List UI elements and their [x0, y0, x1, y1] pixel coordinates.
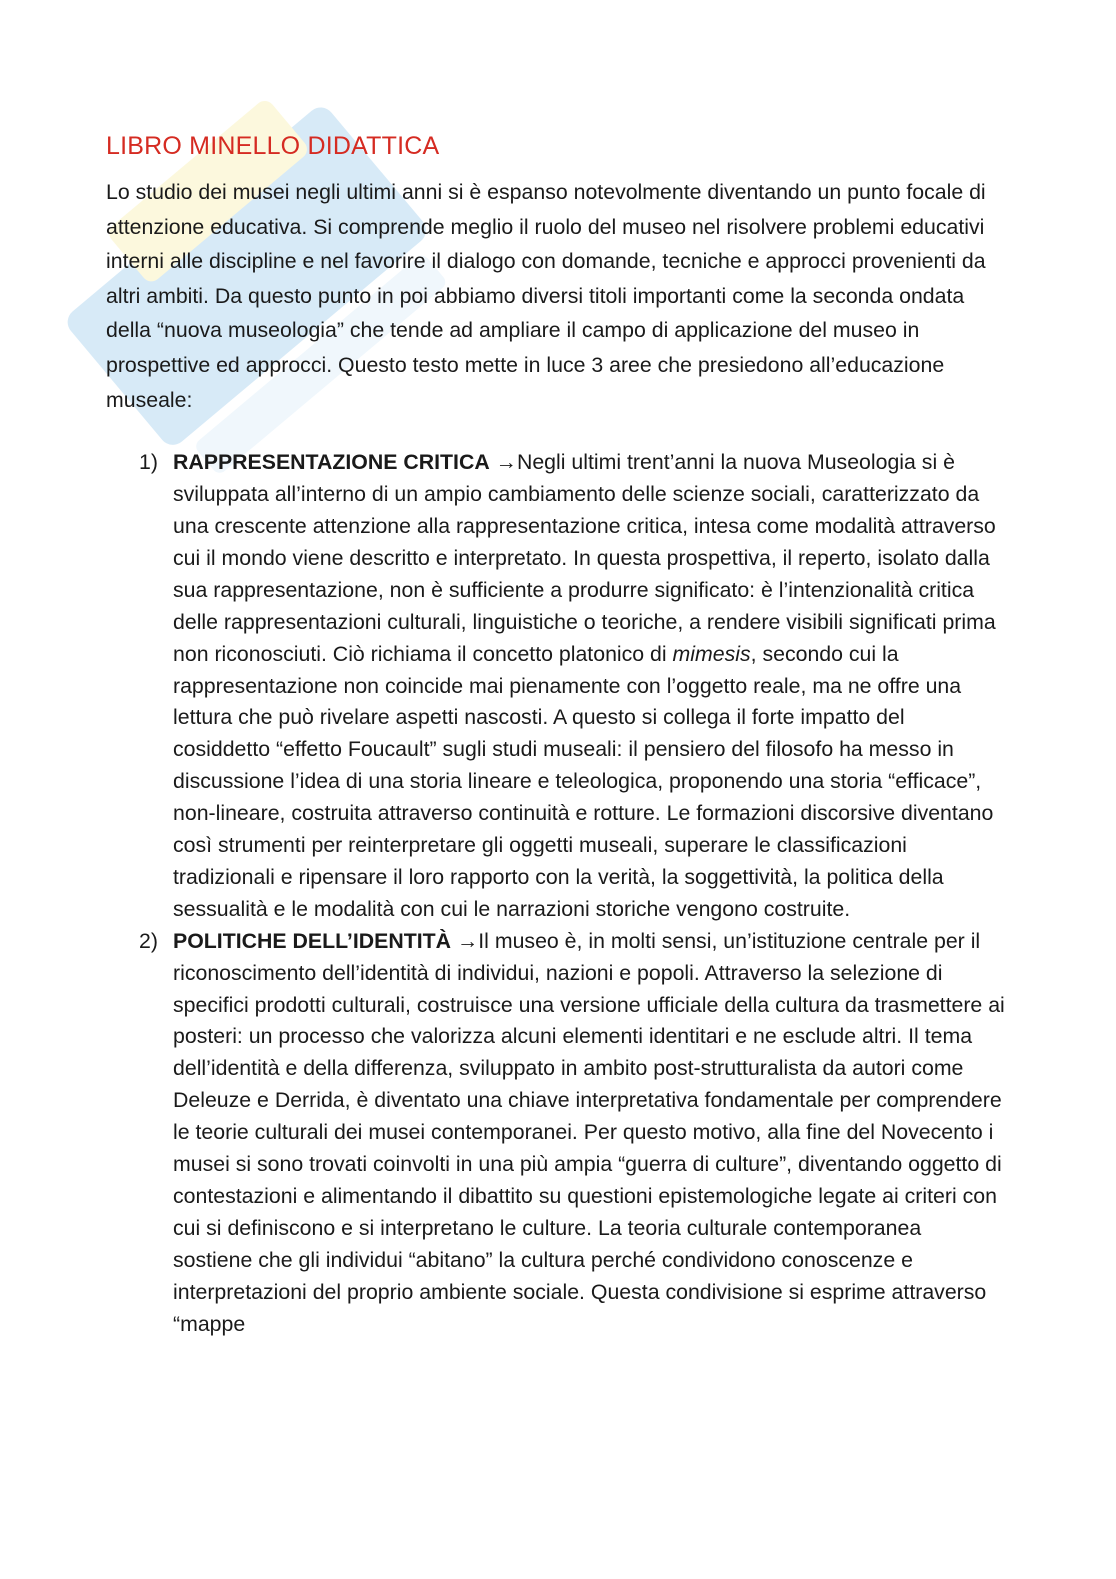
list-item-heading: POLITICHE DELL’IDENTITÀ — [173, 928, 452, 953]
list-item-number: 1) — [139, 450, 158, 475]
arrow-icon: → — [495, 450, 517, 475]
document-page — [106, 132, 1006, 1341]
list-item-text: Il museo è, in molti sensi, un’istituzione centrale per il riconoscimento dell’identità di individui, nazioni e popoli. Attraverso la selezione di specifici prodotti culturali, costruisce una versione ufficiale della cultura da trasmettere ai posteri: un processo che valorizza alcuni elementi identitari e ne esclude altri. Il tema dell’identità e della differenza, sviluppato in ambito post-strutturalista da autori come Deleuze e Derrida, è diventato una chiave interpretativa fondamentale per comprendere le teorie culturali dei musei contemporanei. Per questo motivo, alla fine del Novecento i musei si sono trovati coinvolti in una più ampia “guerra di culture”, diventando oggetto di contestazioni e alimentando il dibattito su questioni epistemologiche legate ai criteri con cui si definiscono e si interpretano le culture. La teoria culturale contemporanea sostiene che gli individui “abitano” la cultura perché condividono conoscenze e interpretazioni del proprio ambiente sociale. Questa condivisione si esprime attraverso “mappe — [173, 928, 1005, 1336]
arrow-icon: → — [456, 928, 479, 953]
numbered-list — [106, 447, 1006, 1340]
list-item-heading: RAPPRESENTAZIONE CRITICA — [173, 450, 490, 475]
list-item — [106, 926, 1006, 1341]
list-item-text-continued: , secondo cui la rappresentazione non coincide mai pienamente con l’oggetto reale, ma ne offre una lettura che può rivelare aspetti nascosti. A questo si collega il forte impatto del cosiddetto “effetto Foucault” sugli studi museali: il pensiero del filosofo ha messo in discussione l’idea di una storia lineare e teleologica, proponendo una storia “efficace”, non-lineare, costruita attraverso continuità e rotture. Le formazioni discorsive diventano così strumenti per reinterpretare gli oggetti museali, superare le classificazioni tradizionali e ripensare il loro rapporto con la verità, la soggettività, la politica della sessualità e le modalità con cui le narrazioni storiche vengono costruite. — [173, 641, 994, 921]
list-item-number: 2) — [139, 928, 158, 953]
list-item-text: Negli ultimi trent’anni la nuova Museologia si è sviluppata all’interno di un ampio cambiamento delle scienze sociali, caratterizzato da una crescente attenzione alla rappresentazione critica, intesa come modalità attraverso cui il mondo viene descritto e interpretato. In questa prospettiva, il reperto, isolato dalla sua rappresentazione, non è sufficiente a produrre significato: è l’intenzionalità critica delle rappresentazioni culturali, linguistiche o teoriche, a rendere visibili significati prima non riconosciuti. Ciò richiama il concetto platonico di — [173, 450, 996, 666]
emphasis-term: mimesis — [672, 641, 751, 666]
intro-paragraph: Lo studio dei musei negli ultimi anni si è espanso notevolmente diventando un punto focale di attenzione educativa. Si comprende meglio il ruolo del museo nel risolvere problemi educativi interni alle discipline e nel favorire il dialogo con domande, tecniche e approcci provenienti da altri ambiti. Da questo punto in poi abbiamo diversi titoli importanti come la seconda ondata della “nuova museologia” che tende ad ampliare il campo di applicazione del museo in prospettive ed approcci. Questo testo mette in luce 3 aree che presiedono all’educazione museale: — [106, 180, 986, 412]
document-title: LIBRO MINELLO DIDATTICA — [106, 132, 440, 160]
list-item — [106, 447, 1006, 926]
